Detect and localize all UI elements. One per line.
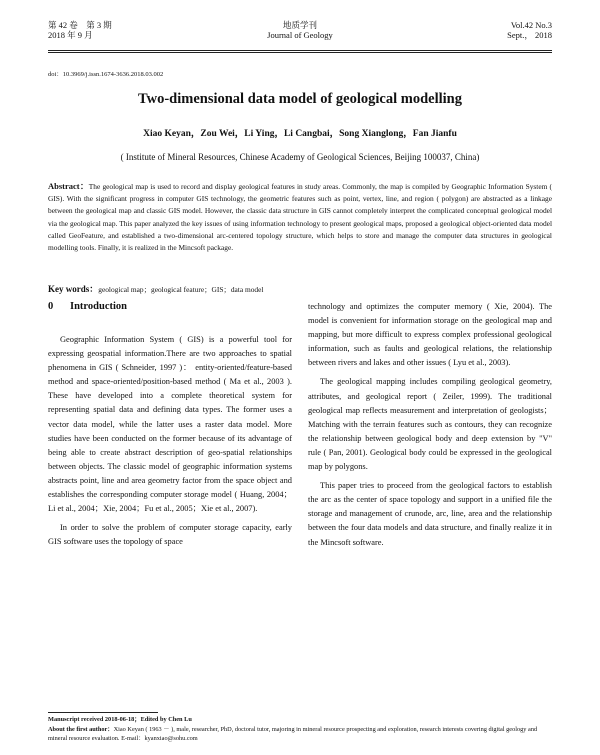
author-list: Xiao Keyan，Zou Wei，Li Ying，Li Cangbai，Song Xianglong，Fan Jianfu: [143, 129, 457, 139]
author-bio: Xiao Keyan ( 1963 － ), male, researcher, PhD, doctoral tutor, majoring in mineral resource prospecting and exploration, research interests covering digital geology and mineral resource evaluation. E-mail：kyanxiao@sohu.com: [48, 726, 538, 742]
keywords-label: Key words：: [48, 284, 99, 294]
journal-volume-en: [507, 20, 552, 40]
author-label: About the first author：: [48, 726, 114, 733]
affiliation: ( Institute of Mineral Resources, Chinese Academy of Geological Sciences, Beijing 100037, China): [120, 152, 480, 162]
footnote-author: [48, 725, 552, 743]
header-divider: [48, 50, 552, 51]
doi[interactable]: doi：10.3969/j.issn.1674-3636.2018.03.002: [48, 71, 164, 78]
footnote-received: [48, 715, 552, 724]
section-heading: [48, 301, 127, 312]
publication-date-en: Sept.， 2018: [507, 30, 552, 40]
keywords-text: geological map；geological feature；GIS；data model: [98, 285, 264, 294]
paragraph: In order to solve the problem of computer storage capacity, early GIS software uses the topology of space: [48, 523, 292, 547]
journal-name-en: Journal of Geology: [267, 30, 333, 40]
abstract-text: The geological map is used to record and display geological features in study areas. Commonly, the map is compiled by Geographic Information System ( GIS). With the significant progress in computer GIS technology, the geometric features such as point, vertex, line, and region ( polygon) are abstracted as a linkage between the geological map and classic GIS model. However, the classic data structure in GIS cannot completely interpret the complicated conceptual geological model via the geological map. This paper analyzed the key issues of using information technology to present geological maps, proposed a geological object-oriented data model called GeoFeature, and established a two-dimensional arc-centered topology structure, which helps to store and manage the computer data structures in geological modelling tools. Finally, it is realized in the Mincsoft package.: [48, 182, 552, 253]
paragraph: The geological mapping includes compiling geological geometry, attributes, and geological report ( Zeiler, 1999). The traditional geological map reflects measurement and interpretation of geologists；Matching with the terrain features such as contours, they can recognize the relationship between geological body and deep extension by "V" rule ( Pan, 2001). Geological body could be expressed in the geological map by polygons.: [308, 377, 552, 472]
volume-issue: 第 42 卷 第 3 期: [48, 20, 112, 30]
section-number: 0: [48, 301, 54, 312]
paragraph: technology and optimizes the computer memory ( Xie, 2004). The model is convenient for information storage on the geological map and mapping, but more difficult to express complex professional geological information, such as faults and geological relations, the relationship between rivers and lakes and other issues ( Lyu et al., 2003).: [308, 302, 552, 368]
publication-date-cn: 2018 年 9 月: [48, 30, 93, 40]
received-info: Manuscript received 2018-06-18；Edited by Chen Lu: [48, 716, 192, 723]
right-column: [308, 300, 552, 550]
left-column: [48, 333, 292, 549]
paragraph: This paper tries to proceed from the geological factors to establish the arc as the center of space topology and support in a unified file the storage and management of crunode, arc, line, area and the relationship between the four data models and data structure, and finally realize it in the Mincsoft software.: [308, 481, 552, 547]
abstract: [48, 180, 552, 254]
journal-name-cn: 地质学刊: [282, 20, 317, 30]
keywords: [48, 283, 552, 296]
paper-title: Two-dimensional data model of geological modelling: [138, 91, 462, 107]
volume-number: Vol.42 No.3: [510, 20, 552, 30]
footnote-divider: [48, 712, 158, 713]
paragraph: Geographic Information System ( GIS) is a powerful tool for expressing geospatial information.There are two approaches to spatial phenomena in GIS ( Schneider, 1997 )： entity-oriented/feature-based method and space-oriented/position-based method ( Ma et al., 2003 ). These have developed into a complete theoretical system for representing spatial data and defining data types. The former uses a vector data model, while the latter uses a raster data model. More studies have been conducted on the former because of its advantage of being able to create abstract description of geo-spatial relationships between objects. The classic model of geographic information systems abstracts point, line and area geometry factor from the space object and establishes the corresponding computer storage model ( Huang, 2004；Li et al., 2004；Xie, 2004；Fu et al., 2005；Xie et al., 2007).: [48, 335, 292, 514]
header-divider-thin: [48, 52, 552, 53]
abstract-label: Abstract：: [48, 181, 89, 191]
section-title: Introduction: [70, 301, 127, 312]
